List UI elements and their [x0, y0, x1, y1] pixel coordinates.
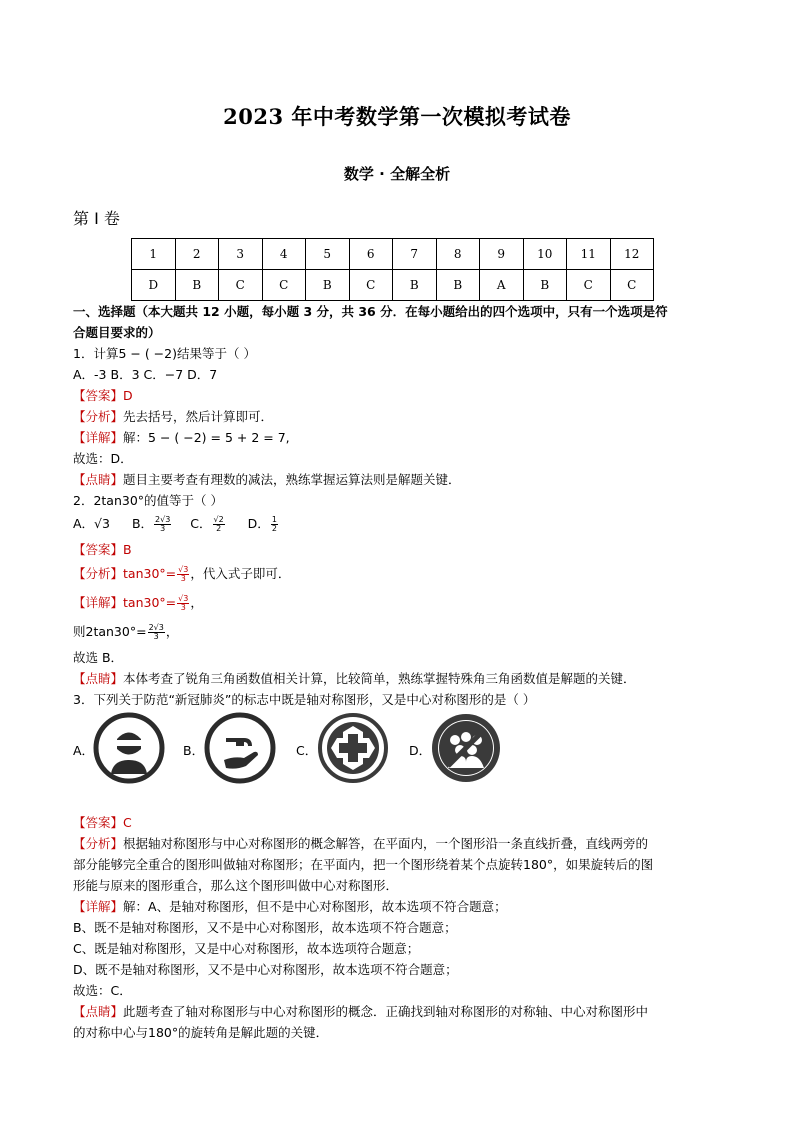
answer-table-answer-row: [132, 270, 654, 301]
hand-washing-icon: [204, 712, 276, 784]
table-cell: B: [306, 270, 350, 301]
q1-choose: 故选：D．: [73, 451, 133, 466]
page-title: 2023 年中考数学第一次模拟考试卷: [223, 104, 571, 129]
answer-table: [131, 238, 654, 301]
q3-option-a-label: A．: [73, 743, 95, 758]
q3-analysis-line2: 部分能够完全重合的图形叫做轴对称图形；在平面内，把一个图形绕着某个点旋转180°，如果旋转后的图: [73, 857, 654, 872]
q1-options: A．-3 B．3 C．−7 D．7: [73, 367, 218, 382]
formula-suffix: ，: [165, 624, 179, 639]
q3-detail-d: D、既不是轴对称图形，又不是中心对称图形，故本选项不符合题意；: [73, 962, 458, 977]
q3-detail-b: B、既不是轴对称图形，又不是中心对称图形，故本选项不符合题意；: [73, 920, 457, 935]
table-cell: C: [219, 270, 263, 301]
section-header-line2: 合题目要求的）: [73, 325, 161, 340]
fraction-numerator: √3: [178, 594, 189, 603]
detail-formula: [123, 595, 190, 610]
comment-tag: 【点睛】: [73, 671, 124, 686]
q3-stem: 3．下列关于防范“新冠肺炎”的标志中既是轴对称图形，又是中心对称图形的是（ ）: [73, 692, 536, 707]
fraction-denominator: 3: [180, 603, 186, 612]
analysis-tag: 【分析】: [73, 836, 124, 851]
formula-fraction: [177, 566, 189, 583]
fraction-denominator: 3: [160, 524, 166, 533]
table-cell: 11: [567, 239, 611, 270]
detail-tag: 【详解】: [73, 595, 124, 610]
q3-answer: [73, 817, 132, 830]
q3-comment-line1: [73, 1006, 648, 1019]
table-cell: C: [262, 270, 306, 301]
answer-value: B: [123, 542, 132, 557]
q3-detail-a: [73, 901, 507, 914]
fraction-numerator: √2: [213, 515, 224, 524]
analysis-text: 先去括号，然后计算即可．: [123, 409, 274, 424]
q3-detail-c: C、既是轴对称图形，又是中心对称图形，故本选项符合题意；: [73, 941, 420, 956]
detail-text: 解：5 − ( −2) = 5 + 2 = 7,: [123, 430, 290, 445]
table-cell: 12: [610, 239, 654, 270]
fraction-numerator: 1: [271, 515, 277, 524]
formula-prefix: 则2tan30°=: [73, 624, 147, 639]
q3-choose: 故选：C．: [73, 983, 132, 998]
fraction-numerator: √3: [178, 565, 189, 574]
comment-tag: 【点睛】: [73, 472, 124, 487]
q3-option-b-label: B．: [183, 743, 205, 758]
table-cell: 6: [349, 239, 393, 270]
fraction-denominator: 2: [271, 524, 277, 533]
comment-text: 此题考查了轴对称图形与中心对称图形的概念．正确找到轴对称图形的对称轴、中心对称图形中: [123, 1004, 649, 1019]
q3-option-d-label: D．: [409, 743, 432, 758]
fraction-denominator: 3: [153, 632, 159, 641]
q2-option-c-label: C．: [190, 516, 212, 531]
detail-text: 解：A、是轴对称图形，但不是中心对称图形，故本选项不符合题意；: [123, 899, 507, 914]
q2-choose: 故选 B．: [73, 650, 124, 665]
table-cell: C: [610, 270, 654, 301]
analysis-suffix: ，代入式子即可．: [190, 566, 291, 581]
q2-option-d-fraction: [271, 516, 278, 533]
answer-tag: 【答案】: [73, 815, 124, 830]
analysis-tag: 【分析】: [73, 566, 124, 581]
formula-fraction: [177, 595, 189, 612]
q2-then: [73, 624, 178, 641]
q2-option-b-fraction: [154, 516, 171, 533]
answer-tag: 【答案】: [73, 388, 124, 403]
fraction-denominator: 2: [216, 524, 222, 533]
q2-comment: [73, 673, 636, 686]
analysis-tag: 【分析】: [73, 409, 124, 424]
table-cell: B: [393, 270, 437, 301]
table-cell: B: [175, 270, 219, 301]
table-cell: B: [436, 270, 480, 301]
formula-prefix: tan30°=: [123, 595, 177, 610]
detail-tag: 【详解】: [73, 899, 124, 914]
no-crowd-icon: [430, 712, 502, 784]
table-cell: 1: [132, 239, 176, 270]
fraction-numerator: 2√3: [155, 515, 171, 524]
comment-tag: 【点睛】: [73, 1004, 124, 1019]
table-cell: 3: [219, 239, 263, 270]
q2-stem: 2．2tan30°的值等于（ ）: [73, 493, 224, 508]
analysis-formula: [123, 566, 190, 581]
q1-analysis: [73, 411, 273, 424]
section-header-line1: 一、选择题（本大题共 12 小题，每小题 3 分，共 36 分．在每小题给出的四个选项中，只有一个选项是符: [73, 304, 668, 319]
medical-cross-icon: [317, 712, 389, 784]
volume-label: 第 I 卷: [73, 209, 120, 228]
answer-value: D: [123, 388, 133, 403]
q3-option-c-label: C．: [296, 743, 318, 758]
table-cell: 7: [393, 239, 437, 270]
answer-tag: 【答案】: [73, 542, 124, 557]
q2-options: [73, 516, 279, 533]
table-cell: 2: [175, 239, 219, 270]
fraction-numerator: 2√3: [148, 623, 164, 632]
comment-text: 题目主要考查有理数的减法，熟练掌握运算法则是解题关键．: [123, 472, 461, 487]
table-cell: D: [132, 270, 176, 301]
q2-option-c-fraction: [213, 516, 225, 533]
fraction-denominator: 3: [180, 574, 186, 583]
comment-text: 本体考查了锐角三角函数值相关计算，比较简单，熟练掌握特殊角三角函数值是解题的关键．: [123, 671, 636, 686]
q2-option-b-label: B．: [131, 516, 154, 531]
q1-detail: [73, 432, 290, 445]
q1-stem: 1．计算5 − ( −2)结果等于（ ）: [73, 346, 256, 361]
table-cell: C: [349, 270, 393, 301]
analysis-text: 根据轴对称图形与中心对称图形的概念解答，在平面内，一个图形沿一条直线折叠，直线两旁的: [123, 836, 649, 851]
q3-analysis-line1: [73, 838, 648, 851]
q3-comment-line2: 的对称中心与180°的旋转角是解此题的关键．: [73, 1025, 329, 1040]
table-cell: 9: [480, 239, 524, 270]
table-cell: C: [567, 270, 611, 301]
answer-value: C: [123, 815, 132, 830]
answer-table-number-row: [132, 239, 654, 270]
q1-comment: [73, 474, 461, 487]
q1-answer: [73, 390, 133, 403]
page-subtitle: 数学 · 全解全析: [343, 165, 451, 183]
q2-analysis: [73, 566, 290, 583]
table-cell: B: [523, 270, 567, 301]
table-cell: 4: [262, 239, 306, 270]
formula-fraction: [148, 624, 165, 641]
q2-option-a: A．√3: [73, 516, 110, 531]
detail-suffix: ，: [190, 595, 203, 610]
detail-tag: 【详解】: [73, 430, 124, 445]
face-mask-person-icon: [93, 712, 165, 784]
q2-detail: [73, 595, 203, 612]
table-cell: A: [480, 270, 524, 301]
table-cell: 8: [436, 239, 480, 270]
q2-answer: [73, 544, 132, 557]
q2-option-d-label: D．: [247, 516, 270, 531]
formula-prefix: tan30°=: [123, 566, 177, 581]
table-cell: 5: [306, 239, 350, 270]
q3-analysis-line3: 形能与原来的图形重合，那么这个图形叫做中心对称图形．: [73, 878, 399, 893]
table-cell: 10: [523, 239, 567, 270]
